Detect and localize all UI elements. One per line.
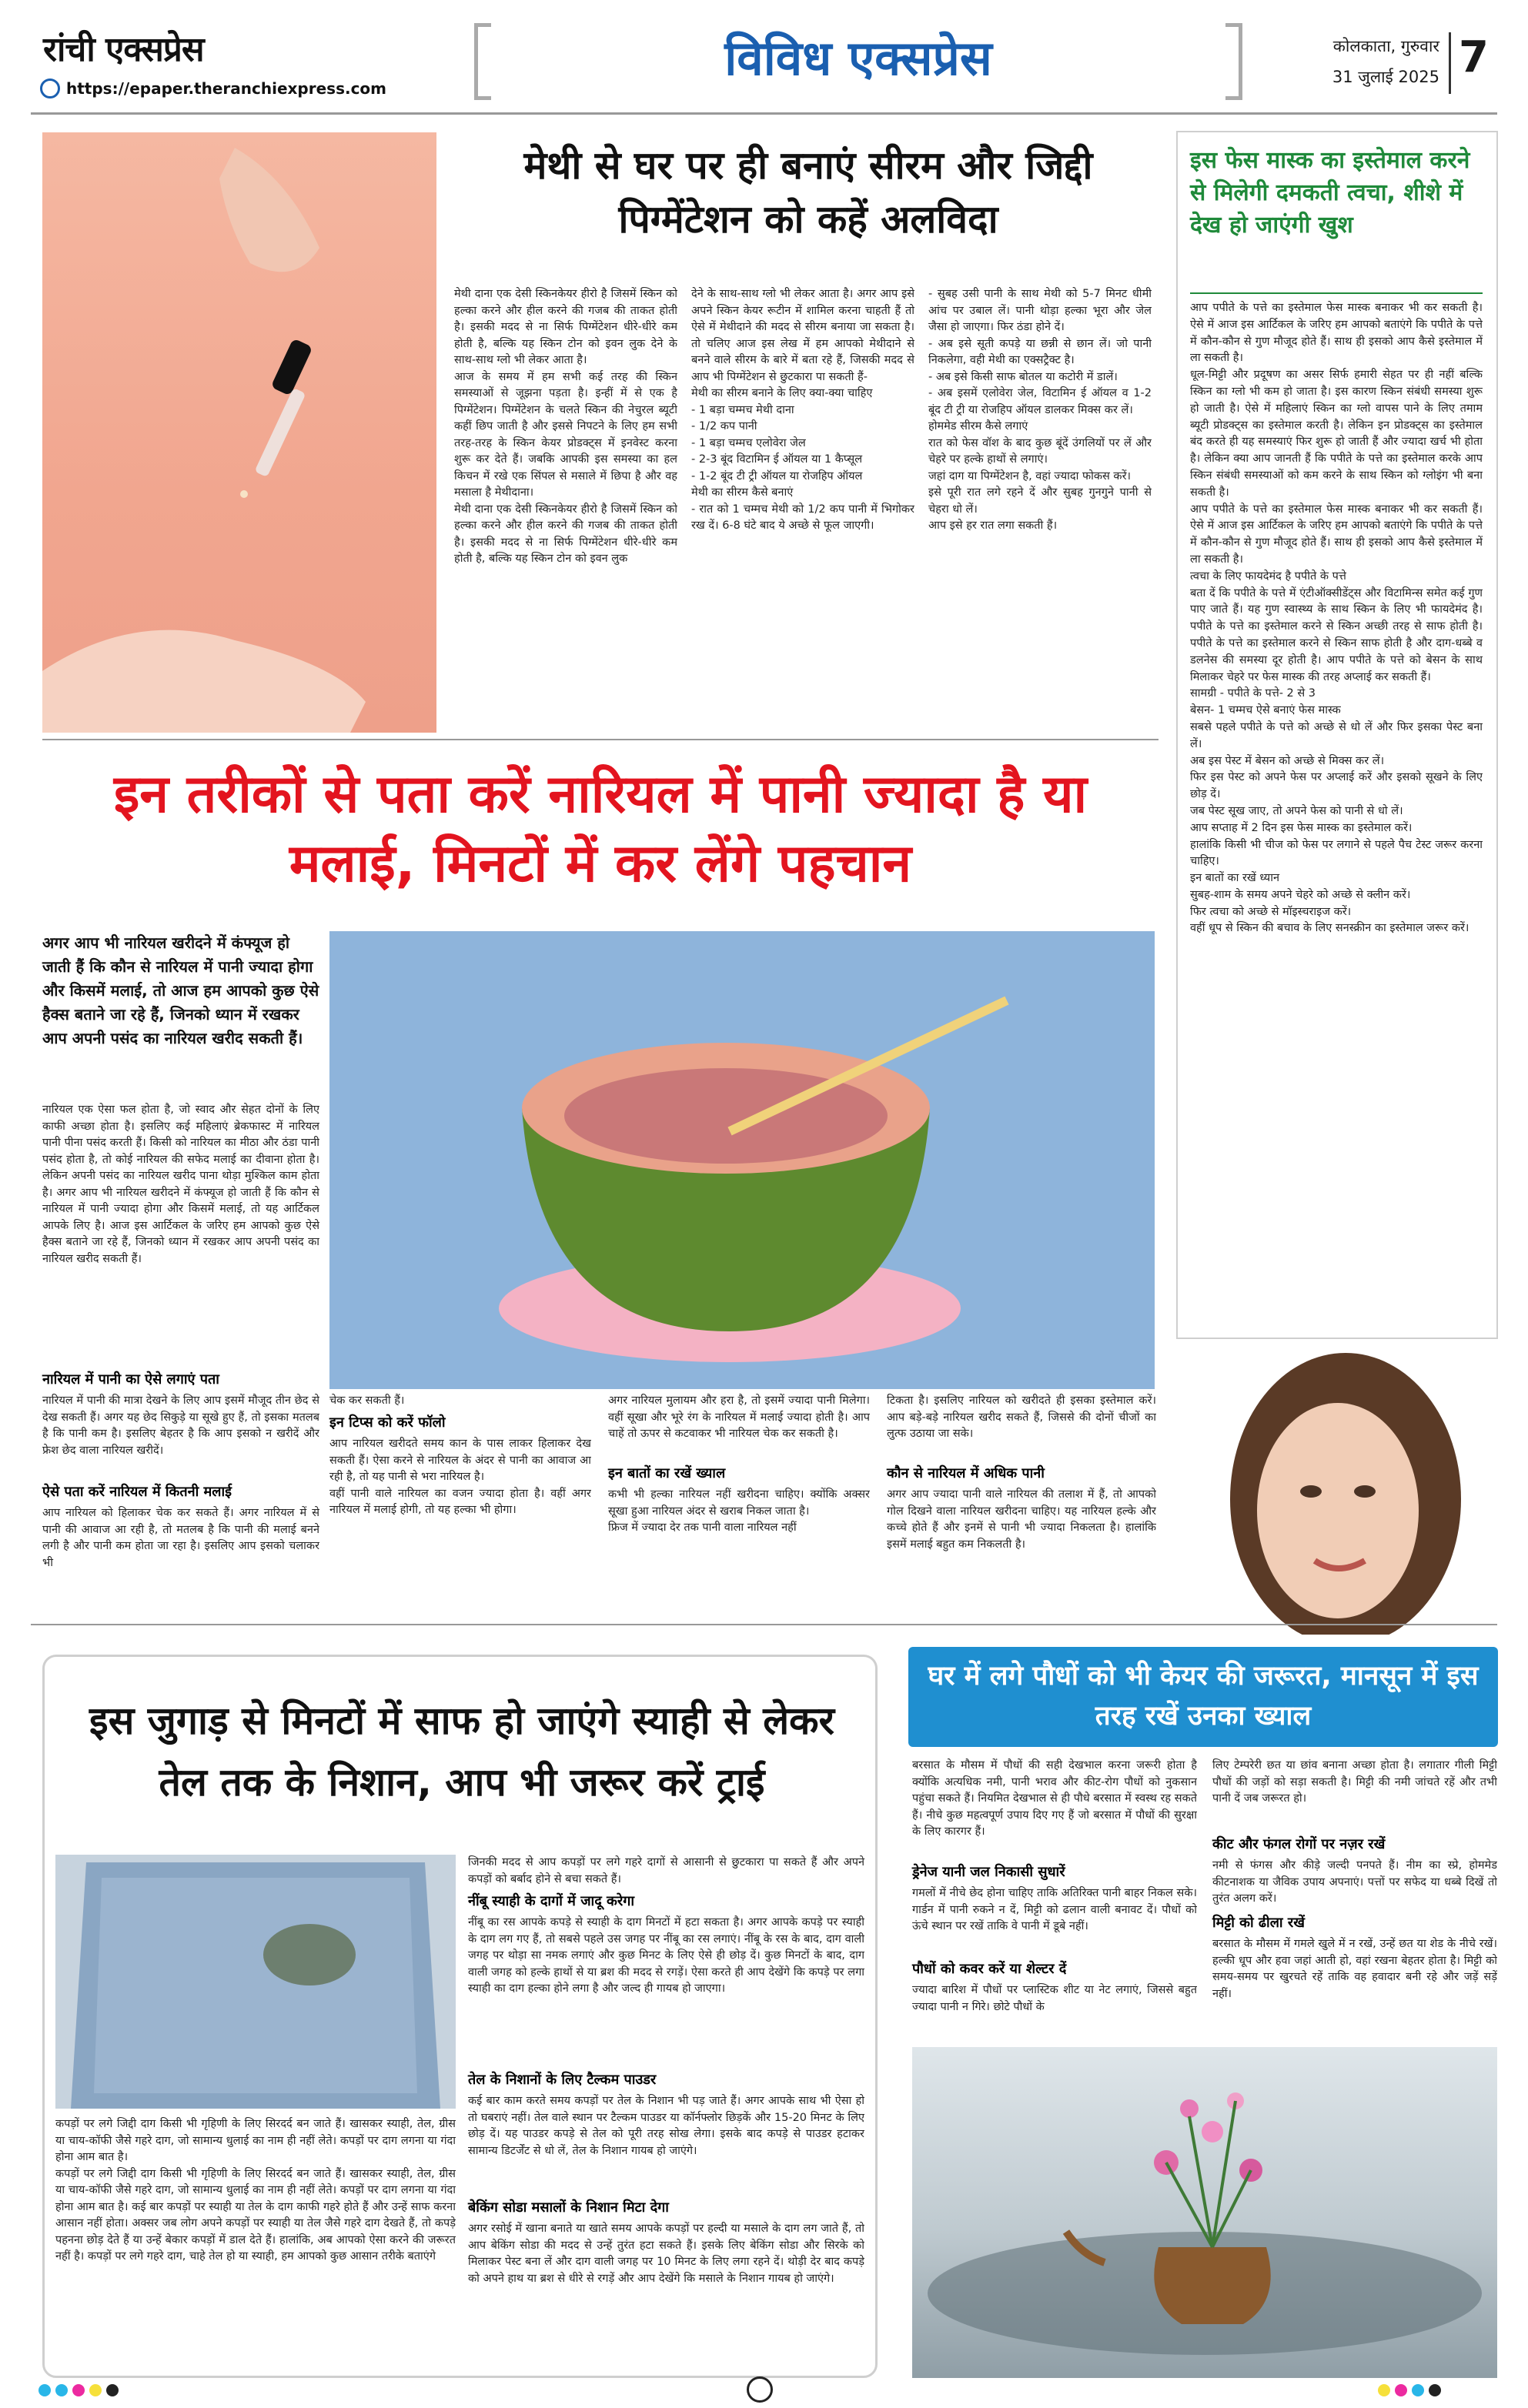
masthead-rule	[31, 112, 1497, 115]
serum-col3: - सुबह उसी पानी के साथ मेथी को 5-7 मिनट धीमी आंच पर उबाल लें। पानी थोड़ा हल्का भूरा और जेल जैसा हो जाएगा। फिर ठंडा होने दें। - अब इसे सूती कपड़े या छन्नी से छान लें। जो पानी निकलेगा, वही मेथी का एक्सट्रैक्ट है। - अब इसे किसी साफ बोतल या कटोरी में डालें। - अब इसमें एलोवेरा जेल, विटामिन ई ऑयल व 1-2 बूंद टी ट्री या रोजहिप ऑयल डालकर मिक्स कर लें। होममेड सीरम कैसे लगाएं रात को फेस वॉश के बाद कुछ बूंदें उंगलियों पर लें और चेहरे पर हल्के हाथों से लगाएं। जहां दाग या पिग्मेंटेशन है, वहां ज्यादा फोकस करें। इसे पूरी रात लगे रहने दें और सुबह गुनगुने पानी से चेहरा धो लें। आप इसे हर रात लगा सकती हैं।	[928, 288, 1152, 532]
stain-p2: कई बार काम करते समय कपड़ों पर तेल के निशान भी पड़ जाते हैं। अगर आपके साथ भी ऐसा हो तो घबराएं नहीं। तेल वाले स्थान पर टैल्कम पाउडर या कॉर्नफ्लोर छिड़कें और 15-20 मिनट के लिए छोड़ दें। यह पाउडर कपड़े से तेल को पूरी तरह सोख लेगा। इसके बाद कपड़े से पाउडर हटाकर सामान्य डिटर्जेंट से धो लें, तेल के निशान गायब हो जाएंगे।	[468, 2095, 864, 2157]
registration-mark	[747, 2376, 773, 2403]
stain-sub1: नींबू स्याही के दागों में जादू करेगा	[468, 1893, 635, 1909]
serum-col2: देने के साथ-साथ ग्लो भी लेकर आता है। अगर आप इसे अपने स्किन केयर रूटीन में शामिल करना चाहती हैं तो ऐसे में मेथीदाने की मदद से सीरम बनाया जा सकता है। तो चलिए आज इस लेख में हम आपको मेथीदाने से बनने वाले सीरम के बारे में बता रहे हैं, जिसकी मदद से आप भी पिग्मेंटेशन से छुटकारा पा सकती हैं- मेथी का सीरम बनाने के लिए क्या-क्या चाहिए - 1 बड़ा चम्मच मेथी दाना - 1/2 कप पानी - 1 बड़ा चम्मच एलोवेरा जेल - 2-3 बूंद विटामिन ई ऑयल या 1 कैप्सूल - 1-2 बूंद टी ट्री ऑयल या रोजहिप ऑयल मेथी का सीरम कैसे बनाएं - रात को 1 चम्मच मेथी को 1/2 कप पानी में भिगोकर रख दें। 6-8 घंटे बाद ये अच्छे से फूल जाएगी।	[691, 288, 914, 532]
serum-rule	[42, 739, 1159, 740]
coconut-sub4: इन बातों का रखें ख्याल	[608, 1465, 726, 1481]
plants-p4: बरसात के मौसम में गमले खुले में न रखें, उन्हें छत या शेड के नीचे रखें। हल्की धूप और हवा जहां आती हो, वहां रखना बेहतर होता है। मिट्टी को समय-समय पर खुरचते रहें ताकि वह हवादार बनी रहे और जड़ें सड़ें नहीं।	[1212, 1938, 1497, 2000]
coconut-col1c: आप नारियल को हिलाकर चेक कर सकते हैं। अगर नारियल में से पानी की आवाज आ रही है, तो मतलब है कि पानी की मलाई बनने लगी है और पानी कम होता जा रहा है। इसलिए आप इसको चलाकर भी	[42, 1507, 319, 1569]
epaper-url[interactable]: https://epaper.theranchiexpress.com	[66, 79, 387, 98]
coconut-intro: अगर आप भी नारियल खरीदने में कंफ्यूज हो जाती हैं कि कौन से नारियल में पानी ज्यादा होगा और किसमें मलाई, तो आज हम आपको कुछ ऐसे हैक्स बताने जा रहे हैं, जिनको ध्यान में रखकर आप अपनी पसंद का नारियल खरीद सकती हैं।	[42, 933, 319, 1047]
registration-dot	[1429, 2384, 1441, 2396]
plants-photo	[912, 2047, 1497, 2378]
section-title: विविध एक्सप्रेस	[724, 30, 992, 86]
facemask-headline: इस फेस मास्क का इस्तेमाल करने से मिलेगी दमकती त्वचा, शीशे में देख हो जाएंगी खुश	[1190, 147, 1470, 239]
coconut-sub1: नारियल में पानी का ऐसे लगाएं पता	[42, 1371, 219, 1388]
facemask-box	[1176, 131, 1498, 1339]
registration-dot	[89, 2384, 102, 2396]
coconut-col3b: कभी भी हल्का नारियल नहीं खरीदना चाहिए। क्योंकि अक्सर सूखा हुआ नारियल अंदर से खराब निकल जाता है। फ्रिज में ज्यादा देर तक पानी वाला नारियल नहीं	[608, 1488, 870, 1534]
stain-p3: अगर रसोई में खाना बनाते या खाते समय आपके कपड़ों पर हल्दी या मसाले के दाग लग जाते हैं, तो आप बेकिंग सोडा की मदद से उन्हें तुरंत हटा सकते हैं। इसके लिए बेकिंग सोडा और सिरके को मिलाकर पेस्ट बना लें और दाग वाली जगह पर 10 मिनट के लिए लगा रहने दें। थोड़ी देर बाद कपड़े को अपने हाथ या ब्रश से धीरे से रगड़ें और आप देखेंगे कि मसाले के निशान गायब हो जाएंगे।	[468, 2223, 864, 2285]
registration-dot	[106, 2384, 119, 2396]
coconut-headline: इन तरीकों से पता करें नारियल में पानी ज्यादा है या मलाई, मिनटों में कर लेंगे पहचान	[113, 764, 1088, 894]
coconut-col2b: आप नारियल खरीदते समय कान के पास लाकर हिलाकर देख सकती हैं। ऐसा करने से नारियल के अंदर से पानी का आवाज आ रही है, तो यह पानी से भरा नारियल है। वहीं पानी वाले नारियल का वजन ज्यादा होता है। वहीं अगर नारियल में मलाई होगी, तो यह हल्का भी होगा।	[329, 1438, 591, 1516]
registration-dot	[1412, 2384, 1424, 2396]
serum-photo	[42, 132, 436, 733]
plants-sub2: पौधों को कवर करें या शेल्टर दें	[912, 1961, 1067, 1977]
coconut-col2: चेक कर सकती हैं।	[329, 1394, 405, 1407]
plants-sub3: कीट और फंगल रोगों पर नज़र रखें	[1212, 1836, 1386, 1852]
coconut-rule	[31, 1624, 1497, 1625]
serum-headline: मेथी से घर पर ही बनाएं सीरम और जिद्दी पिग्मेंटेशन को कहें अलविदा	[523, 143, 1093, 242]
globe-icon	[40, 78, 60, 99]
stain-right-intro: जिनकी मदद से आप कपड़ों पर लगे गहरे दागों से आसानी से छुटकारा पा सकते हैं और अपने कपड़ों को बर्बाद होने से बचा सकते हैं।	[468, 1856, 864, 1885]
plants-sub4: मिट्टी को ढीला रखें	[1212, 1915, 1305, 1931]
section-frame-left	[474, 23, 491, 100]
coconut-sub2: ऐसे पता करें नारियल में कितनी मलाई	[42, 1484, 232, 1500]
facemask-rule	[1190, 292, 1483, 294]
coconut-sub3: इन टिप्स को करें फॉलो	[329, 1414, 446, 1431]
coconut-col3: अगर नारियल मुलायम और हरा है, तो इसमें ज्यादा पानी मिलेगा। वहीं सूखा और भूरे रंग के नारियल में मलाई ज्यादा होती है। आप चाहें तो ऊपर से कटवाकर भी नारियल चेक कर सकती है।	[608, 1394, 870, 1440]
registration-dot	[55, 2384, 68, 2396]
coconut-photo	[329, 931, 1155, 1389]
coconut-col4: टिकता है। इसलिए नारियल को खरीदते ही इसका इस्तेमाल करें। आप बड़े-बड़े नारियल खरीद सकते हैं, जिससे की दोनों चीजों का लुत्फ उठाया जा सके।	[887, 1394, 1156, 1440]
paper-logo: रांची एक्सप्रेस	[43, 30, 204, 69]
stain-sub2: तेल के निशानों के लिए टैल्कम पाउडर	[468, 2072, 657, 2088]
registration-dot	[38, 2384, 51, 2396]
masthead	[0, 0, 1528, 115]
city-day: कोलकाता, गुरुवार	[1332, 37, 1439, 55]
color-bar-left	[38, 2384, 123, 2400]
plants-p1: गमलों में नीचे छेद होना चाहिए ताकि अतिरिक्त पानी बाहर निकल सके। गार्डन में पानी रुकने न दें, मिट्टी को ढलान वाली बनावट दें। पौधों को ऊंचे स्थान पर रखें ताकि वे पानी में डूबे नहीं।	[912, 1887, 1197, 1932]
section-frame-right	[1225, 23, 1242, 100]
stain-left: कपड़ों पर लगे जिद्दी दाग किसी भी गृहिणी के लिए सिरदर्द बन जाते हैं। खासकर स्याही, तेल, ग्रीस या चाय-कॉफी जैसे गहरे दाग, जो सामान्य धुलाई का नाम ही नहीं लेते। कपड़ों पर दाग लगना या गंदा होना आम बात है। कपड़ों पर लगे जिद्दी दाग किसी भी गृहिणी के लिए सिरदर्द बन जाते हैं। खासकर स्याही, तेल, ग्रीस या चाय-कॉफी जैसे गहरे दाग, जो सामान्य धुलाई का नाम ही नहीं लेते। कपड़ों पर दाग लगना या गंदा होना आम बात है। कई बार कपड़ों पर स्याही या तेल के दाग काफी गहरे होते हैं और उन्हें साफ करना आसान नहीं होता। अक्सर जब लोग अपने कपड़ों पर स्याही या तेल जैसे गहरे दाग देखते हैं, तो कपड़े पहनना छोड़ देते हैं या उन्हें बेकार कपड़ों में डाल देते हैं। हालांकि, अब आपको ऐसा करने की जरूरत नहीं है। कपड़ों पर लगे गहरे दाग, चाहे तेल हो या स्याही, हम आपको कुछ आसान तरीके बताएंगे	[55, 2118, 456, 2263]
coconut-col1: नारियल एक ऐसा फल होता है, जो स्वाद और सेहत दोनों के लिए काफी अच्छा होता है। इसलिए कई महिलाएं ब्रेकफास्ट में नारियल पानी पीना पसंद करती हैं। किसी को नारियल का मीठा और ठंडा पानी पसंद होता है, तो कोई नारियल की सफेद मलाई का दीवाना होता है। लेकिन अपनी पसंद का नारियल खरीद पाना थोड़ा मुश्किल काम होता है। अगर आप भी नारियल खरीदने में कंफ्यूज हो जाती हैं कि कौन से नारियल में पानी ज्यादा होगा और किसमें मलाई, तो यह आर्टिकल आपके लिए है। आज इस आर्टिकल के जरिए हम आपको कुछ ऐसे हैक्स बताने जा रहे हैं, जिनको ध्यान में रखकर आप अपनी पसंद का नारियल खरीद सकती हैं।	[42, 1104, 319, 1265]
serum-col1: मेथी दाना एक देसी स्किनकेयर हीरो है जिसमें स्किन को हल्का करने और हील करने की गजब की ताकत होती है। इसकी मदद से ना सिर्फ पिग्मेंटेशन धीरे-धीरे कम होती है, बल्कि यह स्किन टोन को इवन लुक देने के साथ-साथ ग्लो भी लेकर आता है। आज के समय में हम सभी कई तरह की स्किन समस्याओं से जूझना पड़ता है। इन्हीं में से एक है पिग्मेंटेशन। पिग्मेंटेशन के चलते स्किन की नेचुरल ब्यूटी कहीं छिप जाती है और इससे निपटने के लिए हम सभी तरह-तरह के स्किन केयर प्रोडक्ट्स में इनवेस्ट करना शुरू कर देते हैं। जबकि आपकी इस समस्या का हल किचन में रखे एक सिंपल से मसाले में छिपा है और वह मसाला है मेथीदाना। मेथी दाना एक देसी स्किनकेयर हीरो है जिसमें स्किन को हल्का करने और हील करने की गजब की ताकत होती है। इसकी मदद से ना सिर्फ पिग्मेंटेशन धीरे-धीरे कम होती है, बल्कि यह स्किन टोन को इवन लुक	[454, 288, 677, 565]
plants-sub1: ड्रेनेज यानी जल निकासी सुधारें	[912, 1864, 1065, 1880]
issue-date: 31 जुलाई 2025	[1332, 68, 1439, 86]
coconut-col4b: अगर आप ज्यादा पानी वाले नारियल की तलाश में हैं, तो आपको गोल दिखने वाला नारियल खरीदना चाहिए। यह नारियल हल्के और कच्चे होते हैं और इनमें से पानी भी ज्यादा निकलता है। हालांकि इसमें मलाई बहुत कम निकलती है।	[887, 1488, 1156, 1551]
plants-col1: बरसात के मौसम में पौधों की सही देखभाल करना जरूरी होता है क्योंकि अत्यधिक नमी, पानी भराव और कीट-रोग पौधों को नुकसान पहुंचा सकते हैं। नियमित देखभाल से ही पौधे बरसात में स्वस्थ रह सकते हैं। नीचे कुछ महत्वपूर्ण उपाय दिए गए हैं जो बरसात में पौधों की सुरक्षा के लिए कारगर हैं।	[912, 1759, 1197, 1838]
plants-col2: लिए टेम्परेरी छत या छांव बनाना अच्छा होता है। लगातार गीली मिट्टी पौधों की जड़ों को सड़ा सकती है। मिट्टी की नमी जांचते रहें और तभी पानी दें जब जरूरत हो।	[1212, 1759, 1497, 1805]
stain-p1: नींबू का रस आपके कपड़े से स्याही के दाग मिनटों में हटा सकता है। अगर आपके कपड़े पर स्याही के दाग लग गए हैं, तो सबसे पहले उस जगह पर नींबू का रस लगाएं। नींबू के रस के बाद, दाग वाली जगह पर थोड़ा सा नमक लगाएं और कुछ मिनट के लिए ऐसे ही छोड़ दें। कुछ मिनटों के बाद, दाग वाली जगह को हल्के हाथों से या ब्रश की मदद से रगड़ें। ऐसा करते ही आप देखेंगे कि कपड़े पर लगा स्याही का दाग हल्का होने लगा है और जल्द ही गायब हो जाएगा।	[468, 1916, 864, 1995]
url-bar[interactable]	[40, 78, 386, 99]
plants-p2: ज्यादा बारिश में पौधों पर प्लास्टिक शीट या नेट लगाएं, जिससे बहुत ज्यादा पानी न गिरे। छोटे पौधों के	[912, 1984, 1197, 2013]
date-divider	[1449, 32, 1451, 94]
plants-headline: घर में लगे पौधों को भी केयर की जरूरत, मानसून में इस तरह रखें उनका ख्याल	[928, 1661, 1479, 1732]
coconut-col1b: नारियल में पानी की मात्रा देखने के लिए आप इसमें मौजूद तीन छेद से देख सकती हैं। अगर यह छेद सिकुड़े या सूखे हुए हैं, तो इसका मतलब है कि पानी कम है। इसलिए बेहतर है कि आप इसको न खरीदें और फ्रेश छेद वाला नारियल खरीदें।	[42, 1394, 319, 1457]
stain-headline: इस जुगाड़ से मिनटों में साफ हो जाएंगे स्याही से लेकर तेल तक के निशान, आप भी जरूर करें ट्राई	[89, 1698, 834, 1805]
stain-photo	[55, 1855, 456, 2109]
plants-headline-box	[908, 1647, 1498, 1747]
facemask-photo	[1176, 1345, 1498, 1635]
plants-p3: नमी से फंगस और कीड़े जल्दी पनपते हैं। नीम का स्प्रे, होममेड कीटनाशक या जैविक उपाय अपनाएं। पत्तों पर सफेद या धब्बे दिखें तो तुरंत अलग करें।	[1212, 1859, 1497, 1905]
registration-dot	[72, 2384, 85, 2396]
coconut-sub5: कौन से नारियल में अधिक पानी	[887, 1465, 1045, 1481]
stain-sub3: बेकिंग सोडा मसालों के निशान मिटा देगा	[468, 2199, 669, 2216]
registration-dot	[1378, 2384, 1390, 2396]
color-bar-right	[1378, 2384, 1446, 2400]
facemask-body: आप पपीते के पत्ते का इस्तेमाल फेस मास्क बनाकर भी कर सकती है। ऐसे में आज इस आर्टिकल के जरिए हम आपको बताएंगे कि पपीते के पत्ते में कौन-कौन से गुण मौजूद होते हैं। साथ ही इसको आप कैसे इस्तेमाल में ला सकती है। धूल-मिट्टी और प्रदूषण का असर सिर्फ हमारी सेहत पर ही नहीं बल्कि स्किन का ग्लो भी कम हो जाता है। इस कारण स्किन संबंधी समस्या शुरू हो जाती है। ऐसे में महिलाएं स्किन का ग्लो वापस पाने के लिए तमाम ब्यूटी प्रोडक्ट्स का इस्तेमाल करती है। लेकिन इन प्रोडक्ट्स का इस्तेमाल बंद करते ही यह समस्याएं फिर शुरू हो जाती हैं और ज्यादा खर्च भी होता है। लेकिन क्या आप जानती हैं कि पपीते के पत्ते का इस्तेमाल करके आप स्किन संबंधी समस्याओं को कम करने के साथ स्किन को ग्लोइंग भी बना सकती है। आप पपीते के पत्ते का इस्तेमाल फेस मास्क बनाकर भी कर सकती हैं। ऐसे में आज इस आर्टिकल के जरिए हम आपको बताएंगे कि पपीते के पत्ते में कौन-कौन से गुण मौजूद होते हैं। साथ ही इसको आप कैसे इस्तेमाल में ला सकती है। त्वचा के लिए फायदेमंद है पपीते के पत्ते बता दें कि पपीते के पत्ते में एंटीऑक्सीडेंट्स और विटामिन्स समेत कई गुण पाए जाते हैं। यह गुण स्वास्थ्य के साथ स्किन के लिए भी फायदेमंद है। पपीते के पत्ते का इस्तेमाल करने से स्किन अच्छी तरह से साफ होती है। पपीते के पत्ते का इस्तेमाल करने से स्किन साफ होती है और दाग-धब्बे व डलनेस की समस्या दूर होती है। आप पपीते के पत्ते को बेसन के साथ मिलाकर चेहरे पर फेस मास्क की तरह अप्लाई कर सकती हैं। सामग्री - पपीते के पत्ते- 2 से 3 बेसन- 1 चम्मच ऐसे बनाएं फेस मास्क सबसे पहले पपीते के पत्ते को अच्छे से धो लें और फिर इसका पेस्ट बना लें। अब इस पेस्ट में बेसन को अच्छे से मिक्स कर लें। फिर इस पेस्ट को अपने फेस पर अप्लाई करें और इसको सूखने के लिए छोड़ दें। जब पेस्ट सूख जाए, तो अपने फेस को पानी से धो लें। आप सप्ताह में 2 दिन इस फेस मास्क का इस्तेमाल करें। हालांकि किसी भी चीज को फेस पर लगाने से पहले पैच टेस्ट जरूर करना चाहिए। इन बातों का रखें ध्यान सुबह-शाम के समय अपने चेहरे को अच्छे से क्लीन करें। फिर त्वचा को अच्छे से मॉइस्चराइज करें। वहीं धूप से स्किन की बचाव के लिए सनस्क्रीन का इस्तेमाल जरूर करें।	[1190, 302, 1483, 935]
page-number: 7	[1459, 32, 1489, 82]
registration-dot	[1395, 2384, 1407, 2396]
